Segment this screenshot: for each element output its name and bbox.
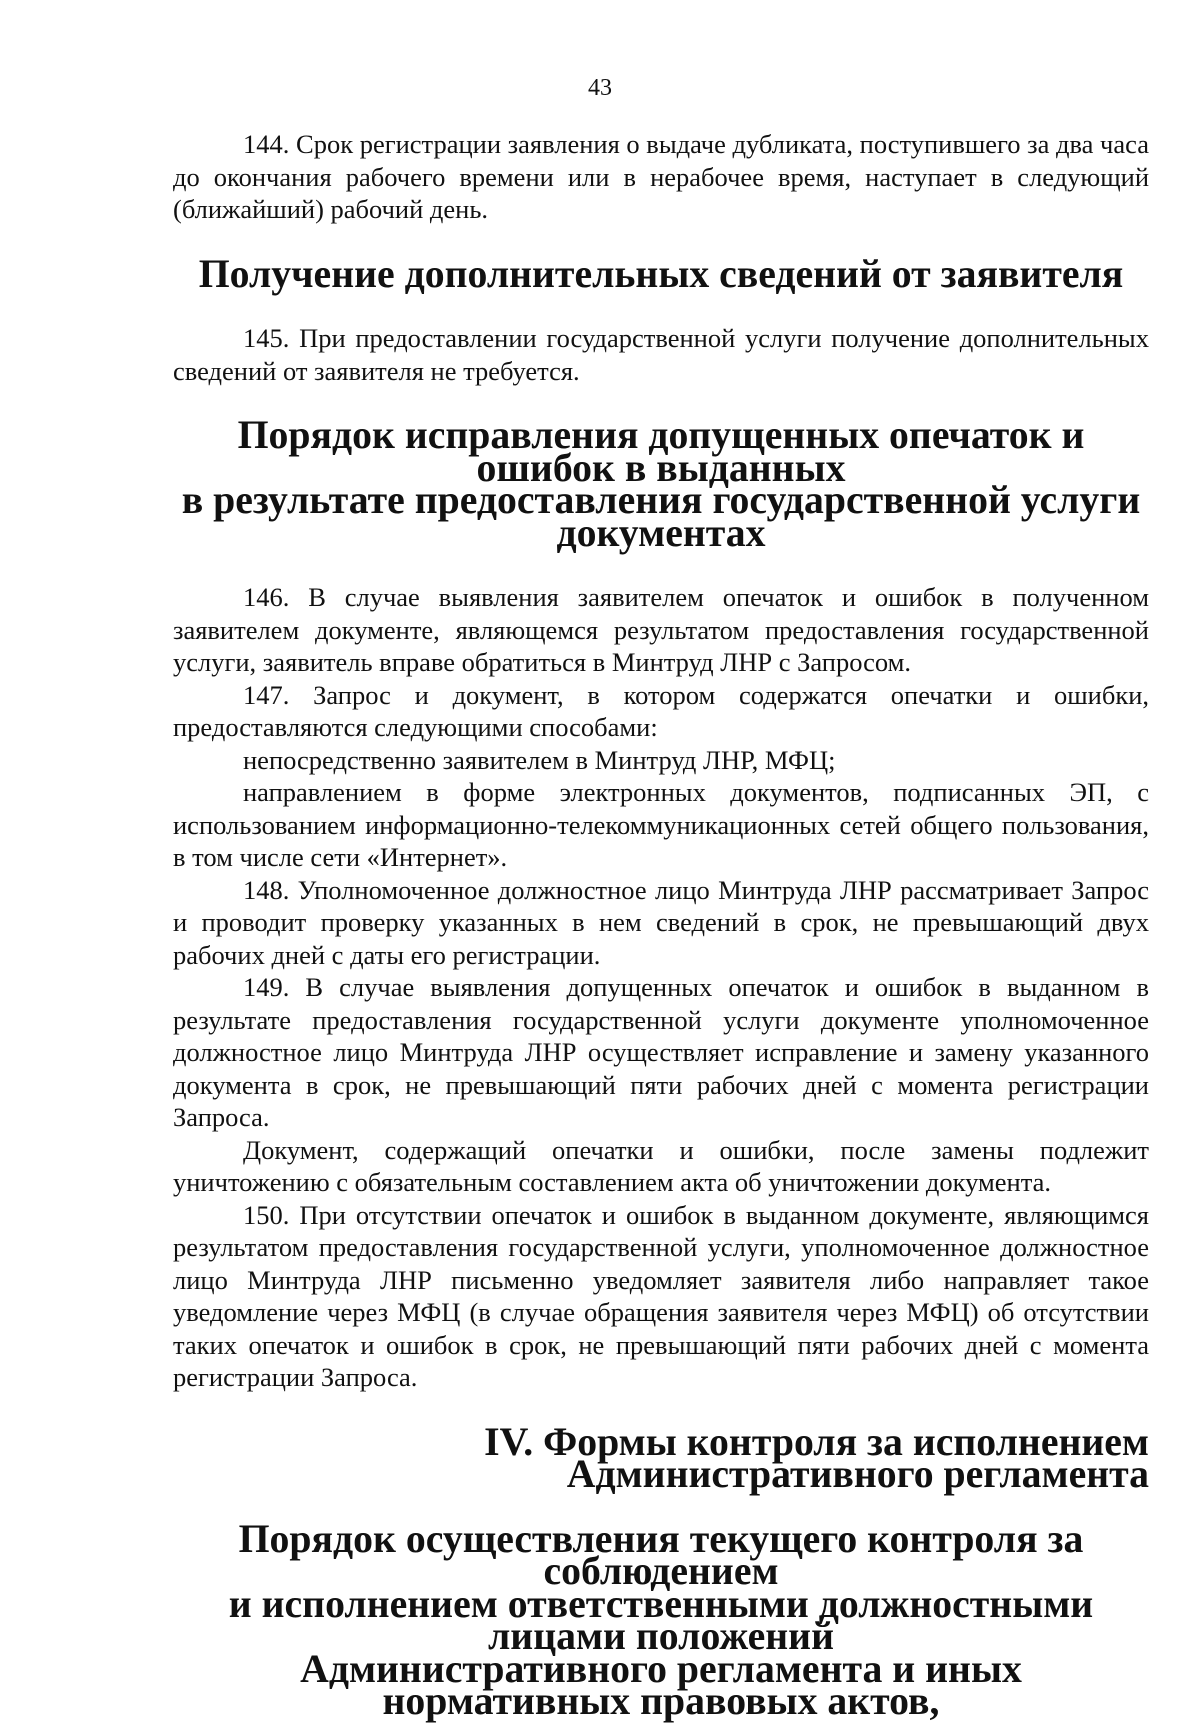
paragraph-147: 147. Запрос и документ, в котором содержатся опечатки и ошибки, предоставляются следующими способами: [173,679,1149,742]
heading-additional-info [173,251,1149,296]
heading-line: Порядок исправления допущенных опечаток и ошибок в выданных [237,413,1085,490]
paragraph-147-method-1: непосредственно заявителем в Минтруд ЛНР, МФЦ; [243,744,836,775]
heading-line: IV. Формы контроля за исполнением Административного регламента [484,1419,1149,1496]
document-body [173,128,1149,1723]
paragraph-146: 146. В случае выявления заявителем опечаток и ошибок в полученном заявителем документе, являющемся результатом предоставления государственной услуги, заявитель вправе обратиться в Минтруд ЛНР с Запросом. [173,582,1149,677]
heading-line: Получение дополнительных сведений от заявителя [198,251,1124,296]
heading-line: Порядок осуществления текущего контроля за соблюдением [238,1516,1084,1593]
paragraph-147-method-2: направлением в форме электронных документов, подписанных ЭП, с использованием информационно-телекоммуникационных сетей общего пользования, в том числе сети «Интернет». [173,777,1149,872]
paragraph-150: 150. При отсутствии опечаток и ошибок в выданном документе, являющимся результатом предоставления государственной услуги, уполномоченное должностное лицо Минтруда ЛНР письменно уведомляет заявителя либо направляет такое уведомление через МФЦ (в случае обращения заявителя через МФЦ) об отсутствии таких опечаток и ошибок в срок, не превышающий пяти рабочих дней с момента регистрации Запроса. [173,1199,1149,1392]
paragraph-148: 148. Уполномоченное должностное лицо Минтруда ЛНР рассматривает Запрос и проводит проверку указанных в нем сведений в срок, не превышающий двух рабочих дней с даты его регистрации. [173,874,1149,970]
paragraph-145: 145. При предоставлении государственной услуги получение дополнительных сведений от заявителя не требуется. [173,323,1149,386]
heading-line: и исполнением ответственными должностными лицами положений [228,1581,1094,1658]
page-number: 43 [588,75,612,101]
heading-line: в результате предоставления государственной услуги документах [181,478,1141,555]
heading-corrections [173,413,1149,555]
paragraph-144: 144. Срок регистрации заявления о выдаче дубликата, поступившего за два часа до окончания рабочего времени или в нерабочее время, наступает в следующий (ближайший) рабочий день. [173,129,1149,224]
heading-current-control [173,1516,1149,1723]
heading-line: Административного регламента и иных нормативных правовых актов, [300,1646,1022,1723]
section-iv-title [173,1419,1149,1496]
paragraph-149-continuation: Документ, содержащий опечатки и ошибки, после замены подлежит уничтожению с обязательным составлением акта об уничтожении документа. [173,1134,1149,1197]
paragraph-149: 149. В случае выявления допущенных опечаток и ошибок в выданном в результате предоставления государственной услуги документе уполномоченное должностное лицо Минтруда ЛНР осуществляет исправление и замену указанного документа в срок, не превышающий пяти рабочих дней с момента регистрации Запроса. [173,972,1149,1132]
